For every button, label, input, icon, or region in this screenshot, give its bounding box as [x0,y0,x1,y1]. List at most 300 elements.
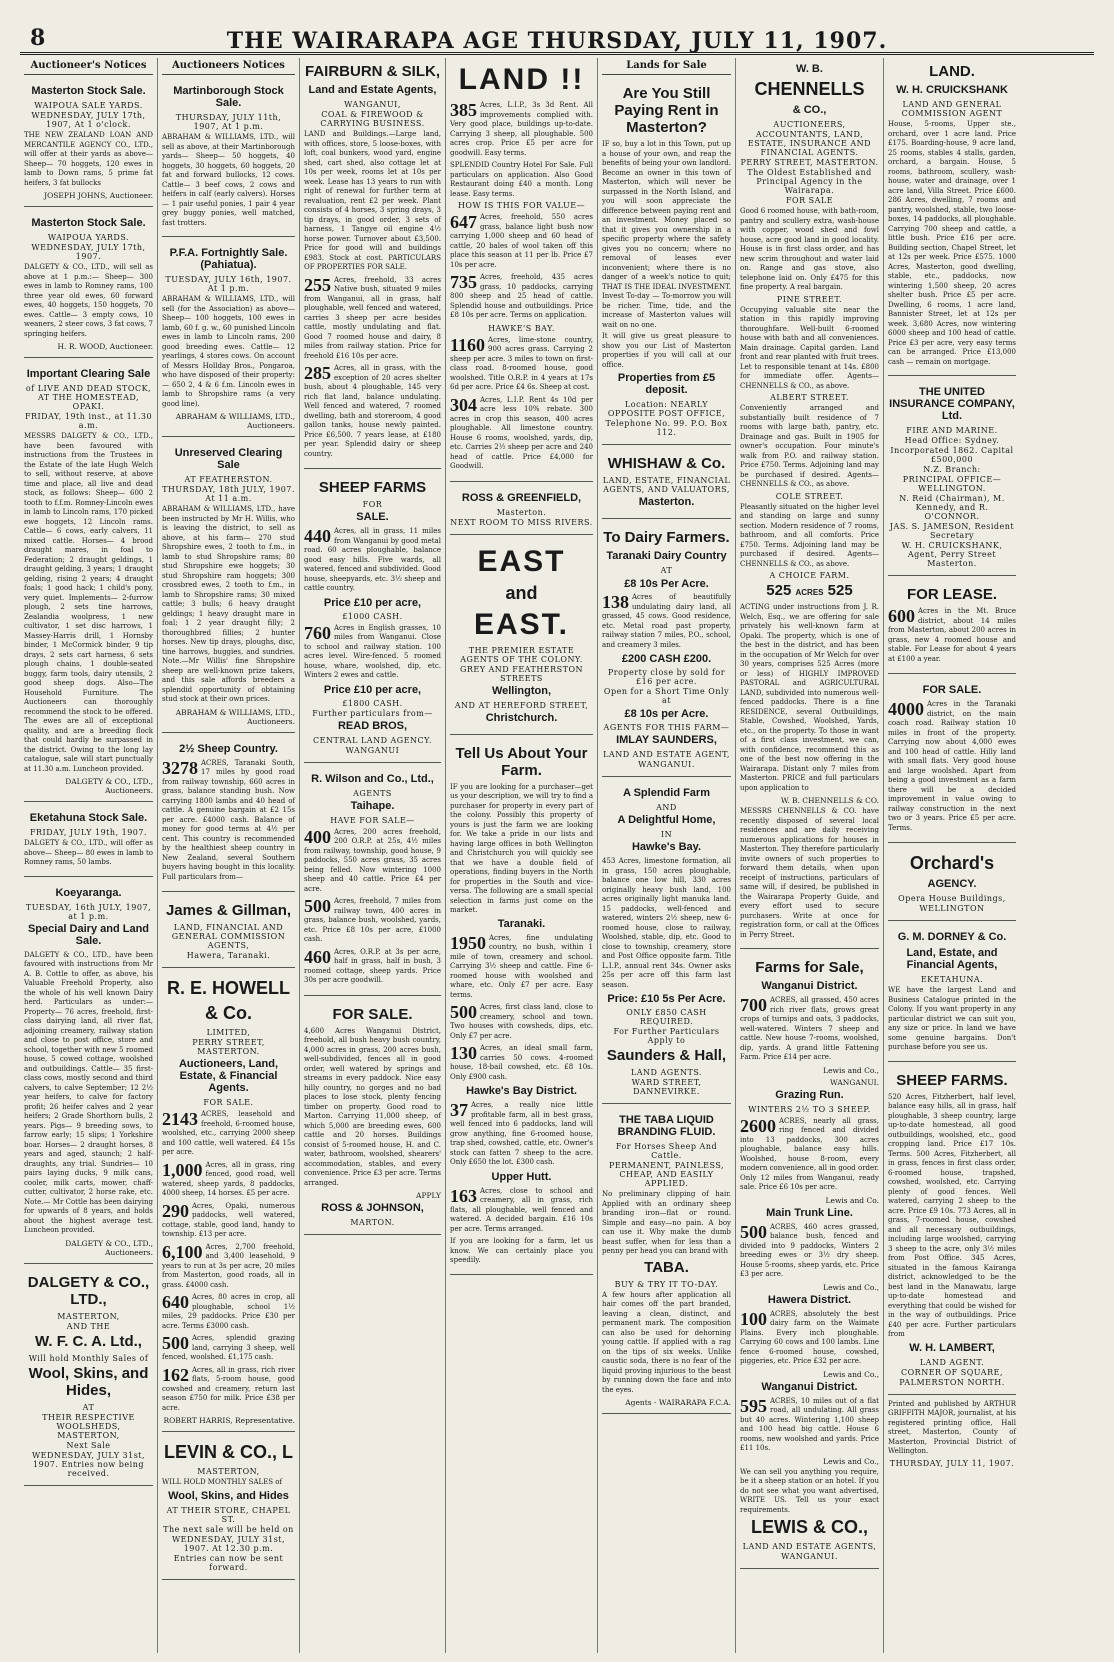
ad-signature: Lewis and Co., [823,1369,879,1379]
ad-sub: COAL & FIREWOOD & CARRYING BUSINESS. [320,110,425,128]
ad-sub: HAVE FOR SALE— [330,815,415,825]
ad-text: MESSRS CHENNELLS & CO. have recently disposed of several local residences and are daily receiving numerous applications for houses in Masterton. They therefore particularly invite owners of such properties to forward them details, when upon receipt of instructions, particulars of same will, if desired, be published in the Wairarapa Property Guide, and every effort used to secure purchasers. Write at once for registration form, or call at the Offices in Perry Street. [740,807,879,939]
lot-text: Acres in the Taranaki district, on the main coach road. Railway station 10 miles in front of the property. Carrying now about 4,000 ewes and 100 head of cattle. Hilly land with small flats. Very good house and large woolshed. Apart from being a good investment as a farm there will be a decided improvement in value owing to railway construction in the next two or 3 years. Price £5 per acre. Terms. [888,700,1016,832]
ad-title: Saunders & Hall, [606,1047,727,1064]
lot-acreage: 1950 [450,932,486,953]
column-6 [736,58,884,1653]
ad-paying-rent [602,80,731,445]
list-item [304,948,441,986]
column-5 [598,58,736,1653]
list-item [740,1310,879,1367]
ad-sub: WELLINGTON [919,904,985,913]
lot-acreage: 1,000 [162,1159,203,1180]
ad-title: EAST [477,544,566,578]
ad-title: READ BROS, [337,719,408,732]
ad-title: W. H. CRUICKSHANK [896,84,1008,96]
ad-text: Pleasantly situated on the higher level and standing on large and sunny section. Modern residence of 7 rooms, bathroom, and all comforts. Price £750. Terms. Adjoining land may be purchased if desired. Agents—CHENNELLS & CO., as above. [740,502,879,568]
printer-imprint: Printed and published by ARTHUR GRIFFITH MAJOR, journalist, at his registered printing office, Hall street, Masterton, County of Masterton, Provincial District of Wellington. [888,1399,1016,1455]
ad-sub: Land and Estate Agents, [308,84,437,96]
lot-text: Acres, first class land, close to creamery, school and town. Two houses with cowsheds, dips, etc. Only £7 per acre. [450,1003,593,1040]
ad-sub: £1800 CASH. [342,698,403,708]
ad-sub: GREY AND FEATHERSTON STREETS [459,664,584,683]
ad-sub: £1000 CASH. [342,611,403,621]
ad-sub: Taihape. [350,799,395,812]
columns [20,58,1100,1653]
ad-sub: AGENTS FOR THIS FARM— [603,723,730,732]
lot-acreage: 500 [740,1221,767,1242]
lot-text: ACRES, 10 miles out of a flat road, all undulating. All grass but 40 acres. Wintering 1,100 sheep and 100 head big cattle. House 6 rooms, new woolshed and yards. Price £11 10s. [740,1396,879,1452]
lot-acreage: 647 [450,212,477,232]
ad-sub: TUESDAY, 16th JULY, 1907, at 1 p.m. [25,902,152,921]
lot-text: ACRES, 460 acres grassed, balance bush, fenced and divided into 9 paddocks, Winters 2 breeding ewes or 3½ dry sheep. House 5-rooms, sheep yards, etc. Price £3 per acre. [740,1222,879,1278]
price: £8 10s Per Acre. [624,578,709,590]
ad-sub: A CHOICE FARM. [769,571,850,580]
lot-text: Acres, freehold, 33 acres Native bush, situated 9 miles from Wanganui, all in grass, half ploughable, well fenced and watered, carries 3 sheep per acre besides cattle, mostly undulating and flat. Good 7 roomed house and dairy, 8 miles from railway station. Price for freehold £16 10s per acre. [304,275,441,360]
list-item [888,607,1016,664]
ad-sub: Property close by sold for £16 per acre. [607,668,726,686]
ad-sub: LIMITED, [206,1028,251,1037]
lot-acreage: 304 [450,394,477,415]
ad-sub: Masterton. [638,496,695,508]
ad-title: Hawera District. [767,1293,852,1306]
lot-acreage: 400 [304,826,331,847]
ad-martinborough-stock-sale [162,80,295,237]
ad-sub: JAS. S. JAMESON, Resident Secretary [889,522,1015,540]
price: Price: £10 5s Per Acre. [607,993,726,1005]
lot-text: Acres, L.I.P., 3s 3d Rent. All improvements complied with. Very good place, buildings up-to-date. Carrying 3 sheep, all ploughable. 500 acres crop. Price £5 per acre for goodwill. Easy terms. [450,101,593,157]
ad-sub: For Further Particulars Apply to [613,1027,720,1045]
lot-text: Acres, freehold, 435 acres grass, 10 paddocks, carrying 800 sheep and 25 head of cattle. Splendid house and outbuildings. Price £8 10s per acre. Terms on application. [450,273,593,319]
ad-text: House, 5-rooms, Upper ste., orchard, over 1 acre land. Price £175. Boarding-house, 9 acre land, 25 rooms, stables 4 stalls, garden, orchard, a bargain. House, 5 rooms, bathroom, scullery, wash-house, water and drainage, over 1 acre land, Villa Street. Price £600. 286 Acres, dwelling, 7 rooms and pantry, woolshed, stable, two loose-boxes, 14 paddocks, all ploughable. Carrying 700 sheep and cattle, a little bush. Price £16 per acre. Building section, Chapel Street, let at 12s per week. Price £575. 1000 Acres, Masterton, good dwelling, stable, etc., paddocks, now wintering 1,500 sheep, 20 acres shelter bush. Price £5 per acre. Dwelling, 6 rooms, 1 acre land, Bannister Street, let at 12s per week. 3,680 Acres, now wintering 6000 sheep and 100 head of cattle. Price £3 per acre, very easy terms can be arranged. Price £13,000 cash — remain on mortgage. [888,120,1016,366]
lot-text: Acres, 80 acres in crop, all ploughable, school 1½ miles, 29 paddocks. Price £30 per acre. Terms £3000 cash. [162,1293,295,1330]
section-heading: Lands for Sale [602,58,731,75]
ad-title: LEVIN & CO., L [163,1442,293,1462]
ad-text: WE have the largest Land and Business Catalogue printed in the Colony. If you want property in any particular district we can suit you, any size or price. In land we have some genuine bargains. Don't purchase before you see us. [888,986,1016,1051]
ad-title: Masterton Stock Sale. [31,217,146,229]
ad-sub: COLE STREET. [775,491,844,501]
ad-sub: WEDNESDAY, JULY 31st, 1907. Entries now being received. [31,1450,146,1478]
ad-title: James & Gillman, [165,902,292,919]
lot-acreage: 700 [740,995,767,1015]
ad-sub: THE PREMIER ESTATE AGENTS OF THE COLONY. [460,645,583,664]
ad-sub: Location: NEARLY OPPOSITE POST OFFICE, [607,400,726,418]
newspaper-title: THE WAIRARAPA AGE THURSDAY, JULY 11, 1907. [226,28,888,54]
ad-title: Taranaki Dairy Country [606,550,727,562]
ad-eketahuna-stock-sale [24,807,153,877]
ad-signature: Agents - WAIRARAPA F.C.A. [625,1398,731,1407]
lot-text: Acres of beautifully undulating dairy land, all grassed, 45 cows. Good residence, etc. Metal road past property, railway station 7 miles, P.O., school, and creamery 3 miles. [602,593,731,649]
ad-sheep-country [162,738,295,893]
ad-title: LAND. [929,63,975,80]
ad-sub: PRINCIPAL OFFICE—WELLINGTON. [902,475,1002,493]
ad-land [450,58,593,482]
ad-text: Conveniently arranged and substantially built residence of 7 rooms with large bath, pantry, etc. Drainage and gas. Built in 1905 for owner's occupation. Four minute's walk from P.O. and railway station. Price £750. Terms. Adjoining land may be purchased if desired. Agents—CHENNELLS & CO., as above. [740,404,879,488]
lot-text: Acres in the Mt. Bruce district, about 14 miles from Masterton, about 200 acres in grass, new 4 roomed house and stable. For Lease for about 4 years at £100 a year. [888,607,1016,663]
list-item [740,1223,879,1280]
ad-text: ACTING under instructions from J. R. Welch, Esq., we are offering for sale privately his well-known farm at Opaki. The property, which is one of the best in the district, and has been in the occupation of Mr Welch for over 30 years, comprises 525 Acres (more or less) of HIGHLY IMPROVED PASTORAL and AGRICULTURAL LAND, subdivided into numerous well-fenced paddocks. There is a fine RESIDENCE, several Outbuildings, Stable, Cowshed, Woolshed, Yards, etc., on the property. To those in want of a first class investment, we can, with confidence, recommend this as one of the best now offering in the Wairarapa. Distant only 7 miles from Masterton. PRICE and full particulars upon application to [740,603,879,792]
ad-title: To Dairy Farmers. [603,529,730,546]
ad-sub: TUESDAY, JULY 16th, 1907. At 1 p.m. [165,275,292,293]
column-3 [300,58,446,1653]
ad-sub: NEXT ROOM TO MISS RIVERS. [450,517,593,527]
ad-title: FOR SALE. [922,684,982,696]
ad-fairburn-silk [304,58,441,469]
lot-text: Acres, all in grass, ring fenced, good road, well watered, sheep yards, 8 paddocks, 4000 sheep, 14 horses. £5 per acre. [162,1160,295,1197]
ad-sub: AT THEIR STORE, CHAPEL ST. [166,1505,291,1524]
ad-title: THE UNITED INSURANCE COMPANY, Ltd. [889,386,1015,422]
lot-acreage: 600 [888,606,915,626]
lot-acreage: 760 [304,622,331,643]
list-item [740,996,879,1063]
lot-acreage: 1160 [450,334,486,355]
ad-for-lease [888,581,1016,674]
lot-text: ACRES, all grassed, 450 acres rich river flats, grows great crops of turnips and oats, 3 paddocks, well-watered. Winters 7 sheep and cattle. New house 7-rooms, woolshed, dip, yards. A grand little Fattening Farm. Price £14 per acre. [740,996,879,1061]
ad-sub: ACCOUNTANTS, LAND, ESTATE, INSURANCE AND FINANCIAL AGENTS. [747,130,872,157]
ad-sub: LAND AND GENERAL COMMISSION AGENT [901,100,1003,118]
ad-sidebar: Properties from £5 deposit. [617,372,716,396]
ad-sub: BUY & TRY IT TO-DAY. [614,1279,719,1289]
lot-text: Acres, 200 acres freehold, 200 O.R.P. at 25s, 4½ miles from railway, township, good house, 9 paddocks, 550 acres grass, 35 acres being felled. Now wintering 1000 sheep and 40 cattle. Price £4 per acre. [304,827,441,893]
ad-title: & Co. [205,1003,252,1023]
ad-text: If you are looking for a farm, let us know. We can certainly place you speedily. [450,1237,593,1264]
lot-text: Acres, 2,700 freehold, and 3,400 leasehold, 9 years to run at 3s per acre, 20 miles from Masterton, good roads, all in grass. £4000 cash. [162,1242,295,1289]
ad-united-insurance [888,381,1016,576]
list-item [888,700,1016,833]
ad-title: W. F. C. A. Ltd., [35,1332,142,1350]
ad-sub: Head Office: Sydney. [904,436,1000,445]
ad-sub: WARD STREET, DANNEVIRKE. [631,1078,702,1096]
ad-dorney [888,926,1016,1062]
masthead-rule [20,52,1094,55]
ad-clearing-sale [24,363,153,802]
ad-for-sale [888,679,1016,843]
list-item [162,1202,295,1240]
list-item [450,1044,593,1082]
ad-title: Main Trunk Line. [766,1206,853,1219]
acreage: 525 [827,582,853,599]
ad-masterton-stock-sale [24,80,153,207]
lot-acreage: 3278 [162,757,198,778]
column-2 [158,58,300,1653]
ad-cruickshank [888,58,1016,376]
ad-sub: Wanganui District. [761,980,858,992]
lot-text: Acres, fine undulating country, no bush, within 1 mile of town, creamery and school. Carrying 3½ sheep and cattle. Fine 6-roomed house with woolshed and whare, etc. Only £7 per acre. Easy terms. [450,933,593,999]
ad-text: MESSRS DALGETY & CO., LTD., have been favoured with instructions from the Trustees in the Estate of the late Hugh Welch to sell, without reserve, at above time and place, all live and dead stock, as follows: Sheep— 600 2 tooth to f.f.m. Romney-Lincoln ewes in lamb to Lincoln rams, 170 picked ewe hoggets, 12 Lincoln rams. Cattle— 6 cows, early calvers, 11 mixed cattle. Horses— 4 brood draught mares, in foal to Federation; 2 draught geldings, 1 draught gelding, 3 years; 1 draught gelding, rising 2 years; 4 draught foals; 1 good hack; 1 child's pony, very quiet. Implements— 2-furrow plough, 2 sets tine harrows, Zealandia woolpress, 1 new cultivator, 1 set disc harrows, 1 Massey-Harris drill, 1 Hornsby binder, 1 McCormick binder, 9 tip drays, 2 sets cart harness, 6 sets plough chains, 1 double-seated buggy, farm tools, dairy utensils, 2 good sheep dogs. Also—The Household Furniture. The Auctioneers can thoroughly recommend the stock to be offered. The ewes are all of exceptional quality, and are a breeding flock that could hardly be surpassed in the district. Owing to the long lay catalogue, sale will start punctually at 11.30 a.m. Luncheon provided. [24,432,153,773]
ad-sub: Further particulars from— [312,708,433,718]
ad-title: A Delightful Home, [617,814,716,826]
lot-acreage: 440 [304,526,331,546]
ad-sub: PERRY STREET, MASTERTON. [740,158,879,167]
ad-title: SHEEP FARMS [318,479,427,496]
ad-sub: Auctioneers, Land, Estate, & Financial Agents. [178,1058,279,1094]
ad-tell-us [450,740,593,1275]
ad-text: ABRAHAM & WILLIAMS, LTD., will sell (for the Association) as above— Sheep— 100 hoggets, 100 ewes in lamb, 60 f. g. w., 60 punished Lincoln ewes in lamb to Lincoln rams, 200 good breeding ewes. Cattle— 12 yearlings, 4 stores cows. On account of Messrs Hollday Bros., Pongaroa, who have disposed of their property:— 650 2, 4 & 6 f.m. Lincoln ewes in lamb to Shropshire rams (a very good line). [162,295,295,408]
ad-text: Good 6 roomed house, with bath-room, pantry and scullery extra, wash-house with copper, wood shed and fowl house, acre good land in good locality. House is in first class order, and has new scrim throughout and water laid on. Range and gas stove, also telephone laid on. Only £475 for this fine property. A real bargain. [740,207,879,291]
lot-text: Acres, L.I.P. Rent 4s 10d per acre less 10% rebate. 300 acres in crop this season, 400 acres ploughable. All limestone country. House 6 rooms, woolshed, yards, dip, etc. Carries 2½ sheep per acre and 240 head of cattle. Price £4,000 for Goodwill. [450,395,593,470]
list-item [450,1101,593,1168]
lot-text: Acres, lime-stone country, 900 acres grass. Carrying 2 sheep per acre. 3 miles to town on first-class road. 8-roomed house, good woolshed. Title O.R.P. in 4 years at 17s 6d per acre. Price £4 6s. Sheep at cost. [450,335,593,391]
price: £8 10s per Acre. [624,708,709,720]
list-item [304,527,441,594]
ad-sub: MASTERTON, [197,1467,260,1476]
list-item [162,1110,295,1158]
ad-sub: FRIDAY, 19th inst., at 11.30 a.m. [24,412,153,430]
lot-text: Acres, freehold, 550 acres grass, balance light bush now carrying 1,000 sheep and 60 head of cattle, 20 bales of wool taken off this place this season at 11 per lb. Price £7 10s per acre. [450,213,593,269]
ad-text: DALGETY & CO., LTD., will sell as above at 1 p.m.:— Sheep— 300 ewes in lamb to Romney rams, 100 three year old ewes, 60 forward ewes, 40 hoggets, 150 hoggets, 70 ewes. Cattle— 3 empty cows, 10 weaners, 2 steer cows, 3 fat cows, 7 springing heifers. [24,263,153,338]
list-item [304,828,441,895]
ad-text: Occupying valuable site near the station in this rapidly improving thoroughfare. Well-built 6-roomed house with bath and all conveniences. Main drainage. Capital garden. Land front and rear planted with fruit trees. Let to responsible tenant at 14s. £800 for immediate offer. Agents—CHENNELLS & CO., as above. [740,305,879,390]
ad-splendid-farm [602,782,731,1104]
ad-sub: CORNER OF SQUARE, [901,1367,1003,1377]
ad-sub: The Oldest Established and Principal Agency in the Wairarapa. [747,168,872,195]
acreage-heading [740,582,879,599]
ad-text: DALGETY & CO., LTD., will offer as above— Sheep— 80 ewes in lamb to Romney rams, 50 lambs. [24,839,153,866]
list-item [162,1293,295,1331]
ad-title: & CO., [792,104,827,116]
ad-ross-greenfield [450,487,593,535]
ad-sub: WEDNESDAY, JULY 17th, 1907. [31,243,146,261]
lot-text: Acres, a really nice little profitable farm, all in best grass, well fenced into 6 paddocks, land will grow anything, fine 6-roomed house, trap shed, cowshed, cattle, etc. Owner's stock can fatten 7 sheep to the acre. Only £650 the lot. £300 cash. [450,1101,593,1166]
ad-title: G. M. DORNEY & Co. [897,931,1007,943]
ad-sub: Will hold Monthly Sales of [28,1353,149,1363]
list-item [450,396,593,472]
lot-acreage: 255 [304,274,331,295]
ad-sub: WEDNESDAY, JULY 31st, 1907. At 12.30 p.m. [171,1534,286,1553]
lot-acreage: 2143 [162,1109,198,1129]
ad-title: Grazing Run. [775,1088,844,1101]
ad-sub: LAND AGENTS. [630,1068,703,1077]
ad-title: Hawke's Bay. [631,841,702,853]
lot-acreage: 130 [450,1043,477,1063]
lot-text: ACRES, leasehold and freehold, 6-roomed house, woolshed, etc., carrying 2000 sheep and 100 cattle, well watered. £4 15s per acre. [162,1110,295,1156]
ad-sub: FIRE AND MARINE. [906,426,998,435]
column-7 [884,58,1020,1653]
lot-acreage: 290 [162,1200,189,1221]
ad-title: Unreserved Clearing Sale [174,447,283,471]
ad-sub: FOR SALE. [203,1098,254,1107]
ad-text: THE NEW ZEALAND LOAN AND MERCANTILE AGENCY CO., LTD., will offer at their yards as above— Sheep— 70 hoggets, 120 ewes in lamb to Down rams, 5 prime fat heifers, 3 fat bullocks [24,131,153,187]
ad-title: Land, Estate, and Financial Agents, [906,947,998,971]
ad-title: Koeyaranga. [55,886,122,899]
ad-text: ABRAHAM & WILLIAMS, LTD., have been instructed by Mr H. Willis, who is leaving the district, to sell as above, at his farm— 270 stud Shropshire ewes, 2 tooth to f.m., in lamb to stud Shropshire rams; 80 stud Shropshire ewe hoggets; 30 stud Shropshire ram hoggets; 300 crossbred ewes, 2 tooth to f.m., in lamb to Shropshire rams; 30 mixed cattle; 3 bulls; 6 heavy draught geldings; 1 heavy draught mare in foal; 1 2 year draught filly; 2 thoroughbred fillies; 2 hunter horses. New tip drays, ploughs, disc, tine harrows, buggies, and sundries. Note.—Mr Willis' fine Shropshire sheep are well-known prize takers, and this sale affords breeders a splendid opportunity of obtaining stud stock at their own prices. [162,505,295,703]
ad-text: 453 Acres, limestone formation, all in grass, 150 acres ploughable, balance one low hill, 330 acres originally heavy bush land, 100 acres originally light manuka land. 15 paddocks, well-fenced and watered, winters 2½ sheep, new 6-roomed house, close to railway, Woolshed, stable, dip, etc. Good to close to township, creamery, store and Post Office opposite farm. Title L.I.P., annual rent 34s. Owner asks 25s per acre off this farm last season. [602,857,731,989]
ad-sub: THURSDAY, 18th JULY, 1907. At 11 a.m. [162,485,295,503]
ad-sub: LAND AGENT. [919,1357,985,1367]
list-item [740,1117,879,1193]
ad-sub: Entries can now be sent forward. [173,1553,284,1572]
ad-howell [162,973,295,1432]
lot-acreage: 460 [304,946,331,967]
list-item [450,336,593,393]
ad-title: Hawke's Bay District. [466,1085,577,1097]
ad-title: FAIRBURN & SILK, [305,63,440,80]
ad-title: LAND !! [458,63,585,96]
ad-sidebar: It will give us great pleasure to show you our List of Masterton properties if you will call at our office. [602,332,731,369]
lot-text: Acres, freehold, 7 miles from railway town, 400 acres in grass, balance bush, woolshed, yards, etc. Price £8 10s per acre, £1000 cash. [304,897,441,943]
lot-text: Acres, all in grass, 11 miles from Wanganui by good metal road. 60 acres ploughable, balance good easy hills. Five wards, all watered, fenced and subdivided. Good house, sheepyards, etc. 3½ sheep and cattle country. [304,527,441,592]
lot-acreage: 163 [450,1185,477,1206]
lot-acreage: 735 [450,272,477,292]
ad-sub: WINTERS 2½ TO 3 SHEEP. [748,1104,871,1114]
ad-sub: AND AT HEREFORD STREET, [454,700,589,710]
ad-whishaw [602,450,731,519]
ad-title: THE TABA LIQUID BRANDING FLUID. [617,1114,716,1138]
ad-title: AGENCY. [927,878,977,890]
ad-signature: JOSEPH JOHNS, Auctioneer. [44,191,153,200]
list-item [450,1003,593,1041]
ad-sub: WANGANUI, [344,100,401,109]
ad-sub: WANGANUI. [781,1552,838,1561]
ad-sub: AT [82,1402,95,1412]
ad-title: R. E. HOWELL [167,978,290,998]
ad-sub: Opera House Buildings, [898,894,1006,903]
ad-title: Upper Hutt. [491,1170,552,1183]
ad-text: We can sell you anything you require, be it a sheep station or an hotel. If you do not see what you want advertised, WRITE US. Tell us your exact requirements. [740,1467,879,1514]
price: £200 CASH £200. [621,653,712,665]
ad-title: WHISHAW & Co. [607,455,726,472]
ad-title: A Splendid Farm [623,787,710,799]
imprint-date: THURSDAY, JULY 11, 1907. [889,1458,1015,1468]
ad-sub: FOR SALE [785,196,834,205]
ad-sub: Telephone No. 99. P.O. Box 112. [605,419,728,437]
ad-sub: PALMERSTON NORTH. [899,1377,1005,1387]
lot-acreage: 4000 [888,699,924,719]
ad-koeyaranga [24,882,153,1264]
list-item [450,934,593,1001]
ad-james-gillman [162,897,295,968]
ad-sub: THEIR RESPECTIVE WOOLSHEDS, MASTERTON, [42,1412,135,1440]
lot-text: Acres, Opaki, numerous paddocks, well watered, cottage, stable, good land, handy to township. £13 per acre. [162,1201,295,1238]
ad-sub: N. Reid (Chairman), M. Kennedy, and R. O'CONNOR. [899,494,1005,521]
ad-sheep-farms [304,474,441,763]
list-item [162,1334,295,1363]
ad-title: ROSS & GREENFIELD, [461,491,582,504]
ad-title: Tell Us About Your Farm. [455,744,588,779]
column-4 [446,58,598,1653]
section-heading: Auctioneer's Notices [24,58,153,75]
ad-sub: MARTON. [350,1218,395,1227]
ad-sub: AND [656,803,677,812]
lot-acreage: 162 [162,1364,189,1385]
lot-acreage: 100 [740,1308,767,1329]
list-item [304,624,441,681]
ad-title: Eketahuna Stock Sale. [29,812,148,824]
list-item [162,1243,295,1291]
lot-text: Acres, O.R.P. at 3s per acre, half in grass, half in bush, 3 roomed cottage, sheep yards. Price 30s per acre goodwill. [304,947,441,984]
ad-signature: Lewis and Co., [823,1065,879,1075]
ad-title: DALGETY & CO., LTD., [27,1273,150,1308]
ad-sub: WANGANUI [345,745,400,755]
ad-text: IF you are looking for a purchaser—get us your description, we will try to find a purchaser for property in every part of the colony. Possibly this property of yours is just the farm we are looking for. We take a pride in our lists and having large offices in both Wellington and Christchurch you will quickly see that we have a double field of operations, finding buyers in the North for properties in the South and vice-versa. The following are a small special selection in farms just come on the market. [450,782,593,914]
ad-sub: The next sale will be held on [163,1524,294,1534]
ad-title: Masterton Stock Sale. [31,85,146,97]
ad-wilson [304,768,441,996]
ad-signature: WANGANUI. [830,1077,879,1087]
lot-acreage: 500 [450,1002,477,1022]
lot-text: Acres in English grasses, 10 miles from Wanganui. Close to school and railway station. 100 acres level. Wire-fenced. 5 roomed house, whare, woolshed, dip, etc. Winters 2 ewes and cattle. [304,623,441,679]
ad-sub: WANGANUI. [638,760,695,769]
ad-signature: Lewis and Co. [825,1195,879,1205]
list-item [740,1397,879,1454]
lot-acreage: 500 [162,1333,189,1353]
ad-sub: EKETAHUNA. [920,975,984,984]
ad-title: W. B. [796,63,823,75]
list-item [450,101,593,158]
ad-title: Wool, Skins, and Hides [168,1489,289,1502]
ad-title: P.F.A. Fortnightly Sale. (Pahiatua). [169,247,288,271]
ad-text: WILL HOLD MONTHLY SALES of [162,1478,283,1486]
lot-text: Acres, close to school and creamery, all in grass, rich flats, all ploughable, well fenced and watered. A decided bargain. £16 10s per acre. Terms arranged. [450,1186,593,1233]
ad-signature: ROBERT HARRIS, Representative. [163,1416,295,1425]
masthead [0,0,1114,58]
ad-orchards-agency [888,848,1016,921]
ad-title: 2½ Sheep Country. [179,742,278,755]
ad-sub: For Horses Sheep And Cattle. [615,1142,718,1160]
ad-pfa-sale [162,242,295,437]
ad-sub: IN [660,830,673,839]
ad-sub: LAND AND ESTATE AGENT, [603,750,730,759]
ad-sub: AT [660,566,673,575]
ad-sub: ALBERT STREET. [770,393,849,402]
ad-sub: AND THE [66,1321,111,1331]
price: Price £10 per acre, [323,683,422,696]
ad-signature: DALGETY & CO., LTD., Auctioneers. [65,777,153,795]
ad-title: SHEEP FARMS. [896,1071,1008,1089]
ad-text: DALGETY & CO., LTD., have been favoured with instructions from Mr A. B. Cottle to offer, as above, his Valuable Freehold Property, also the whole of his well known Dairy herd. Particulars as under:— Property— 76 acres, freehold, first-class dairying land, all river flat, adjoining creamery, railway station and close to post office, store and school, together with new 5 roomed house, 5 cowed cottage, woolshed and outbuildings. Cattle— 35 first-class cows, mostly second and third calvers, to calve September; 12 2½ year heifers, to calve for factory profit; 26 heifer calves and 2 year heifers; 2 Grade Shorthorn bulls, 2 years. Pigs— 9 breeding sows, to farrow early; 15 slips; 1 Yorkshire boar. Horses— 2 draught horses, 8 years and aged, staunch; 2 half-draughts, any trial. Sundries— 10 pairs laying ducks, 9 milk cans, cooler, milk carts, mower, chaff-cutter, cultivator, 2 horse rake, etc. Note.— Mr Cottle has been dairying for upwards of 8 years, and holds about the highest average test. Luncheon provided. [24,950,153,1234]
ad-sub: LAND, FINANCIAL AND GENERAL COMMISSION AGENTS, [171,923,286,950]
ad-sub: Incorporated 1862. Capital £500,000 [890,446,1014,464]
ad-title: Important Clearing Sale [26,368,151,380]
ad-sub: WEDNESDAY, JULY 17th, 1907, At 1 o'clock. [31,111,146,129]
list-item [162,1366,295,1414]
ad-sub: AT FEATHERSTON. [184,475,273,484]
ad-sub: LAND AND ESTATE AGENTS, [742,1542,877,1551]
lot-acreage: 285 [304,363,331,383]
acres-label: ACRES [795,588,824,597]
ad-text: A few hours after application all hair comes off the part branded, leaving a clean, distinct, and permanent mark. The composition can also be used for dehorning young cattle. If applied with a rag on the tips of six weeks. Unlike caustic soda, there is no fear of the liquid proving injurious to the beast by running down the face and into the eyes. [602,1290,731,1394]
ad-signature: APPLY [416,1191,441,1200]
ad-dairy-farmers [602,524,731,777]
ad-sub: MASTERTON, [57,1311,120,1321]
lot-acreage: 385 [450,100,477,120]
ad-title: Special Dairy and Land Sale. [27,922,150,947]
ad-text: 4,600 Acres Wanganui District, freehold, all bush heavy bush country, 4,000 acres in grass, 200 acres bush, well-subdivided, fences all in good order, well watered by springs and streams in every paddock. Nice easy hilly country, no gorges and no bad places to lose stock, plenty fencing timber on property. Good road to Marton. Carrying 11,000 sheep, of which 5,000 are breeding ewes, 600 cattle and 20 horses. Buildings consist of 5-roomed house, H. and C. water, bathroom, woolshed, shearers' accommodation, stables, and every convenience. Price £3 per acre. Terms arranged. [304,1026,441,1187]
ad-text: SPLENDID Country Hotel For Sale. Full particulars on application. Also Good Restaurant doing £40 a month. Long lease. Easy terms. [450,161,593,198]
ad-signature: H. R. WOOD, Auctioneer. [57,342,153,351]
ad-title: W. H. LAMBERT, [909,1341,995,1354]
ad-sub: CENTRAL LAND AGENCY. [313,735,432,745]
list-item [304,897,441,945]
ad-sub: N.Z. Branch: [923,465,981,474]
ad-text: 520 Acres, Fitzherbert, half level, balance easy hills, all in grass, half ploughable, 3 sheep country, large up-to-date homestead, all good outbuildings, woolshed, etc., good cropping land. Price £17 10s. Terms. 500 Acres, Fitzherbert, all in grass, fences in first class order, 6-roomed house, trapshed, cowshed, woolshed, etc. Carrying plenty of good fences. Well watered, carrying 2 sheep to the acre. Price £9 10s. 773 Acres, all in grass, 7-roomed house, cowshed and all necessary outbuildings, including large woolshed, carrying 3 sheep to the acre, only 3½ miles from Post Office. 345 Acres, situated in the famous Kairanga district, acknowledged to be the best land in the Manawatu, large up-to-date homestead and everything that could be wished for in the way of outbuildings. Price £40 per acre. Further particulars from [888,1092,1016,1338]
ad-masterton-stock-sale-2 [24,212,153,358]
ad-east-and-east [450,540,593,735]
ad-title: Taranaki. [497,917,546,930]
ad-sub: SALE. [356,511,389,523]
ad-for-sale [304,1001,441,1236]
list-item [304,364,441,459]
lot-text: ACRES, Taranaki South, 17 miles by good road from railway township, 660 acres in grass, balance standing bush. Now carrying 1800 lambs and 40 head of cattle. A genuine bargain at £2 15s per acre. £4000 cash. Balance of money for good terms at 4½ per cent. This country is recommended by the healthiest sheep country in New Zealand, several Southern buyers having bought in this locality. Full particulars from— [162,758,295,881]
list-item [602,593,731,650]
ad-sub: WAIPOUA YARDS. [47,233,130,242]
price: Price £10 per acre, [323,596,422,609]
list-item [450,213,593,270]
ad-sub: Open for a Short Time Only at [603,687,730,705]
ad-farms-for-sale [740,954,879,1569]
ad-sub: AGENTS [353,788,392,798]
ad-title: Farms for Sale, [755,959,864,976]
ad-levin [162,1437,295,1580]
